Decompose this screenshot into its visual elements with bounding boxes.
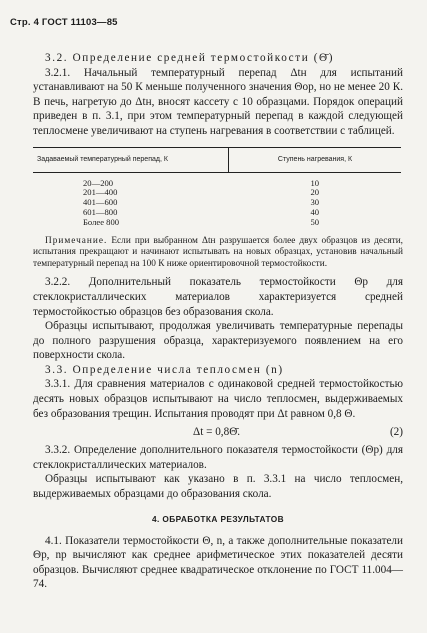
table-cell-step: 10 (310, 177, 320, 188)
document-body (33, 51, 403, 592)
note-text: Если при выбранном Δtн разрушается более двух образцов из десяти, испытания прекращают и начинают испытывать на новых образцах, установив начальный температурный перепад на 100 К ниже ориентировочной термостойкости. (33, 235, 403, 269)
formula-expression: Δt = 0,8Θ̄. (193, 426, 241, 439)
paragraph-3-3-2: 3.3.2. Определение дополнительного показателя термостойкости (Θр) для стеклокристаллических материалов. (33, 444, 403, 471)
section-3-3-title: 3.3. Определение числа теплосмен (n) (45, 363, 284, 376)
paragraph-3-2-1: 3.2.1. Начальный температурный перепад Δtн для испытаний устанавливают на 50 К меньше полученного значения Θор, но не менее 20 К. В печь, нагретую до Δtн, вносят кассету с 10 образцами. Порядок операций приведен в п. 3.1, при этом температурный перепад в каждой следующей теплосмене увеличивают на ступень нагревания в соответствии с таблицей. (33, 66, 403, 137)
formula-2 (33, 423, 403, 443)
heating-step-table (33, 147, 401, 228)
table-row (33, 218, 401, 228)
paragraph-3-3-1: 3.3.1. Для сравнения материалов с одинаковой средней термостойкостью десять новых образцов испытывают на число теплосмен, выдерживаемых без образования трещин. Испытания проводят при Δt равном 0,8 Θ. (33, 378, 403, 420)
table-cell-range: 401—600 (83, 197, 118, 208)
table-cell-range: 201—400 (83, 187, 118, 198)
section-3-2-title: 3.2. Определение средней термостойкости (Θ̄) (45, 52, 335, 64)
table-cell-step: 30 (310, 197, 320, 208)
table-row (33, 172, 401, 188)
table-cell-range: 20—200 (83, 177, 114, 188)
paragraph-3-2-2: 3.2.2. Дополнительный показатель термостойкости Θр для стеклокристаллических материалов характеризуется средней термостойкостью образцов без образования скола. (33, 276, 403, 318)
table-header-heating-step: Ступень нагревания, К (229, 147, 402, 172)
table-cell-range: 601—800 (83, 206, 118, 217)
table-cell-step: 50 (310, 216, 320, 227)
paragraph-3-2-2-continued: Образцы испытывают, продолжая увеличивать температурные перепады до полного разрушения образца, характеризуемого появлением на его поверхности скола. (33, 320, 403, 362)
formula-number: (2) (389, 426, 403, 439)
page-header: Стр. 4 ГОСТ 11103—85 (10, 17, 118, 28)
note-label: Примечание. (45, 235, 108, 246)
section-4-title: 4. ОБРАБОТКА РЕЗУЛЬТАТОВ (151, 513, 285, 524)
table-cell-range: Более 800 (83, 216, 120, 227)
table-cell-step: 40 (310, 206, 320, 217)
paragraph-4-1: 4.1. Показатели термостойкости Θ, n, а также дополнительные показатели Θр, nр вычисляют как среднее арифметическое этих показателей десяти образцов. Вычисляют среднее квадратическое отклонение по ГОСТ 11.004—74. (33, 534, 403, 591)
table-header-temperature-drop: Задаваемый температурный перепад, К (33, 147, 229, 172)
table-cell-step: 20 (310, 187, 320, 198)
table-note (33, 236, 403, 271)
paragraph-3-3-2-continued: Образцы испытывают как указано в п. 3.3.1 на число теплосмен, выдерживаемых образцами до образования скола. (33, 473, 403, 501)
